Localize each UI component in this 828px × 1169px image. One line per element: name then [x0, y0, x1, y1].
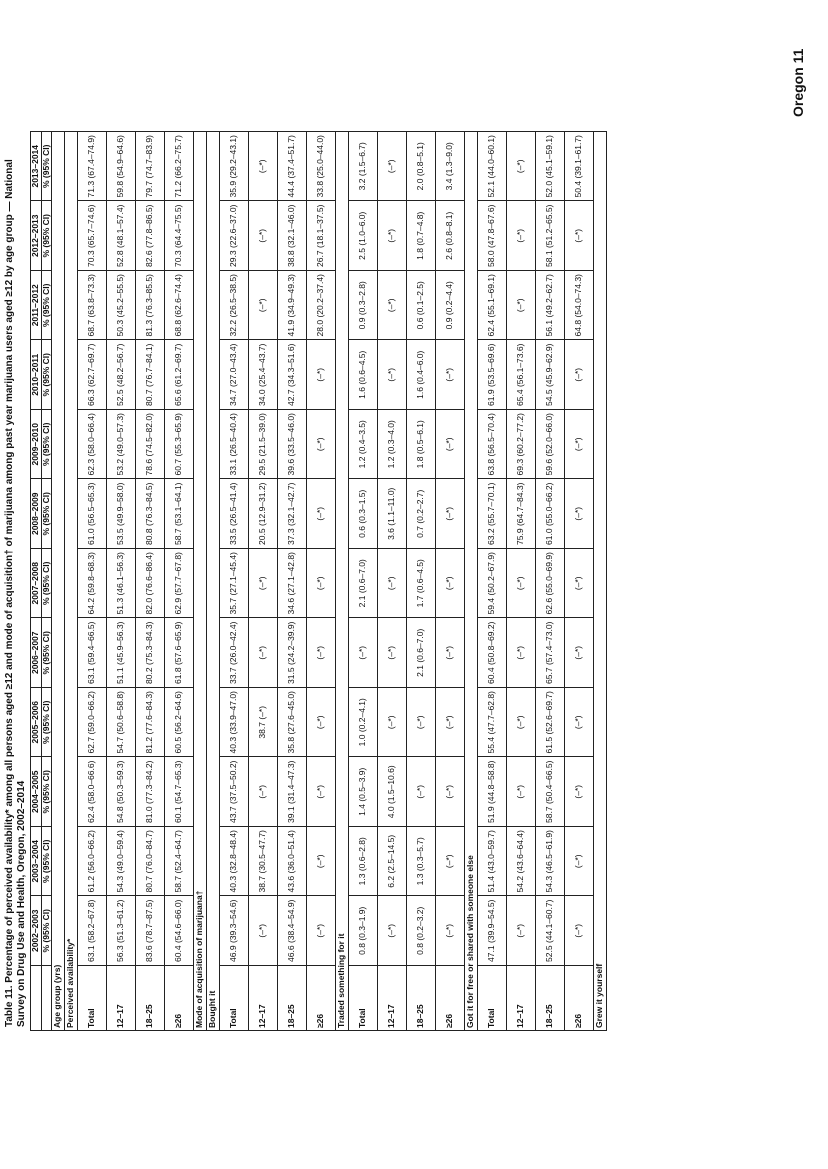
table-row	[220, 132, 249, 1031]
year-header: 2003–2004	[31, 827, 42, 897]
table-cell: 3.2 (1.5–6.7)	[349, 132, 378, 202]
table-cell: 59.4 (50.2–67.9)	[478, 549, 507, 619]
table-cell: (–*)	[507, 618, 536, 688]
table-cell: 52.0 (45.1–59.1)	[536, 132, 565, 202]
table-cell: 1.3 (0.6–2.8)	[349, 827, 378, 897]
table-cell: (–*)	[436, 757, 465, 827]
table-cell: (–*)	[565, 827, 594, 897]
table-cell: 44.4 (37.4–51.7)	[278, 132, 307, 202]
table-cell: 80.2 (75.3–84.3)	[136, 618, 165, 688]
table-cell: (–*)	[565, 201, 594, 271]
table-cell: 81.2 (77.6–84.3)	[136, 688, 165, 758]
table-cell: 71.3 (67.4–74.9)	[78, 132, 107, 202]
table-cell: 35.7 (27.1–45.4)	[220, 549, 249, 619]
table-cell: 62.6 (55.0–69.9)	[536, 549, 565, 619]
table-cell: (–*)	[565, 757, 594, 827]
table-cell: 26.7 (18.1–37.5)	[307, 201, 336, 271]
row-label: 12–17	[378, 966, 407, 1031]
table-cell: 61.8 (57.6–65.9)	[165, 618, 194, 688]
table-cell: 80.7 (76.0–84.7)	[136, 827, 165, 897]
table-cell: (–*)	[378, 132, 407, 202]
table-cell: 54.3 (49.0–59.4)	[107, 827, 136, 897]
table-cell: 35.9 (29.2–43.1)	[220, 132, 249, 202]
table-cell: 51.9 (44.8–58.8)	[478, 757, 507, 827]
table-cell: 64.2 (59.8–68.3)	[78, 549, 107, 619]
table-cell: 29.5 (21.5–39.0)	[249, 410, 278, 480]
year-header: 2013–2014	[31, 132, 42, 202]
table-cell: 2.1 (0.6–7.0)	[349, 549, 378, 619]
table-cell: (–*)	[307, 896, 336, 966]
table-cell: (–*)	[507, 896, 536, 966]
table-cell: 0.7 (0.2–2.7)	[407, 479, 436, 549]
table-cell: 29.3 (22.6–37.0)	[220, 201, 249, 271]
table-cell: (–*)	[565, 896, 594, 966]
table-cell: 0.6 (0.3–1.5)	[349, 479, 378, 549]
table-cell: 58.7 (50.4–66.5)	[536, 757, 565, 827]
table-cell: (–*)	[507, 201, 536, 271]
table-cell: (–*)	[307, 479, 336, 549]
table-cell: 60.4 (50.8–69.2)	[478, 618, 507, 688]
subsection-header	[594, 132, 607, 1031]
row-label: 12–17	[507, 966, 536, 1031]
ci-subheader: % (95% CI)	[41, 688, 52, 758]
row-label: Total	[478, 966, 507, 1031]
table-cell: 38.7 (30.5–47.7)	[249, 827, 278, 897]
table-cell: 0.9 (0.2–4.4)	[436, 271, 465, 341]
table-cell: 80.8 (76.3–84.5)	[136, 479, 165, 549]
table-row	[407, 132, 436, 1031]
table-cell: 40.3 (32.8–48.4)	[220, 827, 249, 897]
subsection-header	[465, 132, 478, 1031]
table-cell: 62.4 (55.1–69.1)	[478, 271, 507, 341]
table-cell: 33.8 (25.0–44.0)	[307, 132, 336, 202]
table-cell: 43.6 (36.0–51.4)	[278, 827, 307, 897]
table-cell: 4.0 (1.5–10.6)	[378, 757, 407, 827]
section-header	[65, 132, 78, 1031]
table-cell: 1.4 (0.5–3.9)	[349, 757, 378, 827]
table-cell: 63.8 (56.5–70.4)	[478, 410, 507, 480]
table-row	[436, 132, 465, 1031]
table-cell: 55.4 (47.7–62.8)	[478, 688, 507, 758]
table-cell: (–*)	[307, 340, 336, 410]
table-cell: 39.6 (33.5–46.0)	[278, 410, 307, 480]
table-cell: 34.6 (27.1–42.8)	[278, 549, 307, 619]
table-cell: (–*)	[565, 618, 594, 688]
table-cell: 52.1 (44.0–60.1)	[478, 132, 507, 202]
row-label: 18–25	[407, 966, 436, 1031]
table-cell: (–*)	[249, 618, 278, 688]
table-cell: 61.5 (52.6–69.7)	[536, 688, 565, 758]
table-cell: 6.2 (2.5–14.5)	[378, 827, 407, 897]
table-cell: 59.8 (54.9–64.6)	[107, 132, 136, 202]
table-cell: (–*)	[378, 271, 407, 341]
year-header: 2012–2013	[31, 201, 42, 271]
row-label: 12–17	[107, 966, 136, 1031]
table-cell: 0.8 (0.2–3.2)	[407, 896, 436, 966]
table-cell: 51.3 (46.1–56.3)	[107, 549, 136, 619]
table-cell: 0.6 (0.1–2.5)	[407, 271, 436, 341]
row-label: Total	[78, 966, 107, 1031]
subsection-header-label: Grew it yourself	[594, 132, 607, 1031]
ci-subheader: % (95% CI)	[41, 271, 52, 341]
table-cell: 1.8 (0.7–4.8)	[407, 201, 436, 271]
table-row	[165, 132, 194, 1031]
table-cell: 58.7 (53.1–64.1)	[165, 479, 194, 549]
header-row	[31, 132, 42, 1031]
table-cell: 41.9 (34.9–49.3)	[278, 271, 307, 341]
table-cell: (–*)	[565, 410, 594, 480]
year-header: 2002–2003	[31, 896, 42, 966]
table-cell: (–*)	[378, 688, 407, 758]
table-cell: 35.8 (27.6–45.0)	[278, 688, 307, 758]
ci-subheader: % (95% CI)	[41, 340, 52, 410]
table-cell: 64.8 (54.0–74.3)	[565, 271, 594, 341]
table-cell: (–*)	[565, 688, 594, 758]
page-footer: Oregon 11	[790, 48, 806, 117]
table-cell: 65.6 (61.2–69.7)	[165, 340, 194, 410]
subsection-header	[336, 132, 349, 1031]
table-row	[507, 132, 536, 1031]
table-cell: 83.6 (78.7–87.5)	[136, 896, 165, 966]
table-row	[136, 132, 165, 1031]
table-cell: (–*)	[249, 201, 278, 271]
ci-subheader: % (95% CI)	[41, 479, 52, 549]
table-cell: 60.5 (56.2–64.6)	[165, 688, 194, 758]
table-cell: 58.1 (51.2–65.5)	[536, 201, 565, 271]
table-cell: 61.9 (53.5–69.6)	[478, 340, 507, 410]
table-cell: (–*)	[507, 132, 536, 202]
header-corner-2	[41, 966, 52, 1031]
table-cell: 50.3 (45.2–55.5)	[107, 271, 136, 341]
table-cell: 59.6 (52.0–66.0)	[536, 410, 565, 480]
table-row	[249, 132, 278, 1031]
table-cell: (–*)	[349, 618, 378, 688]
subsection-header-label: Bought it	[207, 132, 220, 1031]
table-cell: 46.9 (39.3–54.6)	[220, 896, 249, 966]
table-cell: 51.1 (45.9–56.3)	[107, 618, 136, 688]
table-cell: 65.7 (57.4–73.0)	[536, 618, 565, 688]
table-cell: (–*)	[249, 271, 278, 341]
row-label: ≥26	[165, 966, 194, 1031]
table-cell: 56.3 (51.3–61.2)	[107, 896, 136, 966]
row-label: ≥26	[436, 966, 465, 1031]
ci-subheader: % (95% CI)	[41, 132, 52, 202]
table-cell: 2.6 (0.8–8.1)	[436, 201, 465, 271]
table-cell: (–*)	[378, 896, 407, 966]
header-corner	[31, 966, 42, 1031]
table-cell: 1.6 (0.4–6.0)	[407, 340, 436, 410]
table-cell: (–*)	[307, 618, 336, 688]
table-row	[565, 132, 594, 1031]
table-cell: 60.7 (55.3–65.9)	[165, 410, 194, 480]
table-cell: 62.7 (59.0–66.2)	[78, 688, 107, 758]
table-cell: 0.9 (0.3–2.8)	[349, 271, 378, 341]
table-cell: 61.0 (56.5–65.3)	[78, 479, 107, 549]
table-cell: 38.7 (–*)	[249, 688, 278, 758]
table-cell: 80.7 (76.7–84.1)	[136, 340, 165, 410]
table-cell: 63.1 (58.2–67.8)	[78, 896, 107, 966]
data-table	[30, 131, 607, 1031]
table-row	[107, 132, 136, 1031]
table-row	[536, 132, 565, 1031]
table-cell: 54.7 (50.6–58.8)	[107, 688, 136, 758]
table-cell: 62.3 (58.0–66.4)	[78, 410, 107, 480]
table-cell: 31.5 (24.2–39.9)	[278, 618, 307, 688]
ci-subheader: % (95% CI)	[41, 618, 52, 688]
table-cell: 33.1 (26.5–40.4)	[220, 410, 249, 480]
table-cell: 81.0 (77.3–84.2)	[136, 757, 165, 827]
table-cell: (–*)	[436, 549, 465, 619]
table-cell: (–*)	[507, 549, 536, 619]
ci-subheader: % (95% CI)	[41, 757, 52, 827]
ci-subheader: % (95% CI)	[41, 827, 52, 897]
table-cell: 1.6 (0.6–4.5)	[349, 340, 378, 410]
row-label: 12–17	[249, 966, 278, 1031]
table-cell: 1.3 (0.3–5.7)	[407, 827, 436, 897]
table-cell: 3.4 (1.3–9.0)	[436, 132, 465, 202]
table-cell: 70.3 (64.4–75.5)	[165, 201, 194, 271]
table-cell: 33.5 (26.5–41.4)	[220, 479, 249, 549]
table-cell: 32.2 (26.5–38.5)	[220, 271, 249, 341]
table-cell: (–*)	[436, 410, 465, 480]
table-cell: (–*)	[436, 827, 465, 897]
table-cell: 20.5 (12.9–31.2)	[249, 479, 278, 549]
table-title: Table 11. Percentage of perceived availability* among all persons aged ≥12 and mode of acquisition† of marijuana among past year marijuana users aged ≥12 by age group — National Survey on Drug Use and Health, Oregon, 2002–2014	[4, 159, 27, 1027]
table-cell: (–*)	[436, 896, 465, 966]
table-cell: 61.2 (56.0–66.2)	[78, 827, 107, 897]
table-cell: 60.4 (54.6–66.0)	[165, 896, 194, 966]
ci-subheader: % (95% CI)	[41, 896, 52, 966]
table-cell: 40.3 (33.9–47.0)	[220, 688, 249, 758]
table-cell: 34.0 (25.4–43.7)	[249, 340, 278, 410]
table-cell: 54.5 (45.9–62.9)	[536, 340, 565, 410]
table-cell: (–*)	[249, 132, 278, 202]
table-cell: (–*)	[307, 688, 336, 758]
table-cell: 0.8 (0.3–1.9)	[349, 896, 378, 966]
table-cell: 53.2 (49.0–57.3)	[107, 410, 136, 480]
table-cell: (–*)	[378, 201, 407, 271]
year-header: 2010–2011	[31, 340, 42, 410]
table-cell: 70.3 (65.7–74.6)	[78, 201, 107, 271]
table-cell: 3.6 (1.1–11.0)	[378, 479, 407, 549]
subsection-header-label: Traded something for it	[336, 132, 349, 1031]
table-cell: 38.8 (32.1–46.0)	[278, 201, 307, 271]
table-cell: 46.6 (38.4–54.9)	[278, 896, 307, 966]
subsection-header-label: Got it for free or shared with someone else	[465, 132, 478, 1031]
table-cell: 54.3 (46.5–61.9)	[536, 827, 565, 897]
section-header	[194, 132, 207, 1031]
table-cell: (–*)	[436, 688, 465, 758]
table-cell: (–*)	[249, 549, 278, 619]
year-header: 2007–2008	[31, 549, 42, 619]
section-header-label: Mode of acquisition of marijuana†	[194, 132, 207, 1031]
table-cell: 58.7 (52.4–64.7)	[165, 827, 194, 897]
table-cell: 54.2 (43.6–64.4)	[507, 827, 536, 897]
table-cell: (–*)	[565, 549, 594, 619]
table-cell: 2.5 (1.0–6.0)	[349, 201, 378, 271]
table-cell: 63.1 (59.4–66.5)	[78, 618, 107, 688]
table-cell: 56.1 (49.2–62.7)	[536, 271, 565, 341]
table-cell: 52.8 (48.1–57.4)	[107, 201, 136, 271]
table-row	[307, 132, 336, 1031]
table-cell: 52.5 (44.1–60.7)	[536, 896, 565, 966]
table-cell: (–*)	[507, 271, 536, 341]
year-header: 2009–2010	[31, 410, 42, 480]
table-cell: (–*)	[378, 618, 407, 688]
table-row	[378, 132, 407, 1031]
subsection-header	[207, 132, 220, 1031]
table-row	[278, 132, 307, 1031]
table-cell: (–*)	[378, 549, 407, 619]
table-cell: 79.7 (74.7–83.9)	[136, 132, 165, 202]
section-header-label: Perceived availability*	[65, 132, 78, 1031]
table-cell: 43.7 (37.5–50.2)	[220, 757, 249, 827]
table-cell: 1.2 (0.4–3.5)	[349, 410, 378, 480]
table-cell: (–*)	[307, 410, 336, 480]
table-cell: 82.0 (76.6–86.4)	[136, 549, 165, 619]
table-cell: 61.0 (55.0–66.2)	[536, 479, 565, 549]
table-cell: 69.3 (60.2–77.2)	[507, 410, 536, 480]
table-cell: 60.1 (54.7–65.3)	[165, 757, 194, 827]
table-cell: 65.4 (56.1–73.6)	[507, 340, 536, 410]
table-cell: (–*)	[507, 757, 536, 827]
table-row	[78, 132, 107, 1031]
table-cell: 63.2 (55.7–70.1)	[478, 479, 507, 549]
year-header: 2011–2012	[31, 271, 42, 341]
ci-subheader: % (95% CI)	[41, 410, 52, 480]
age-group-row	[52, 132, 65, 1031]
year-header: 2005–2006	[31, 688, 42, 758]
table-cell: (–*)	[436, 479, 465, 549]
table-cell: 58.0 (47.8–67.6)	[478, 201, 507, 271]
table-cell: 51.4 (43.0–59.7)	[478, 827, 507, 897]
table-cell: (–*)	[436, 340, 465, 410]
age-group-label: Age group (yrs)	[52, 132, 65, 1031]
year-header: 2008–2009	[31, 479, 42, 549]
table-cell: 34.7 (27.0–43.4)	[220, 340, 249, 410]
table-cell: 2.1 (0.6–7.0)	[407, 618, 436, 688]
table-cell: 62.4 (58.0–66.6)	[78, 757, 107, 827]
table-cell: (–*)	[307, 757, 336, 827]
table-cell: (–*)	[307, 827, 336, 897]
table-cell: 2.0 (0.8–5.1)	[407, 132, 436, 202]
year-header: 2006–2007	[31, 618, 42, 688]
table-cell: 54.8 (50.3–59.3)	[107, 757, 136, 827]
table-cell: 81.3 (76.3–85.5)	[136, 271, 165, 341]
table-cell: 1.8 (0.5–6.1)	[407, 410, 436, 480]
table-body	[65, 132, 607, 1031]
year-header: 2004–2005	[31, 757, 42, 827]
table-cell: (–*)	[249, 757, 278, 827]
table-cell: (–*)	[407, 757, 436, 827]
table-cell: 50.4 (39.1–61.7)	[565, 132, 594, 202]
table-cell: 53.5 (49.9–58.0)	[107, 479, 136, 549]
table-row	[349, 132, 378, 1031]
subheader-row	[41, 132, 52, 1031]
table-cell: (–*)	[249, 896, 278, 966]
table-cell: (–*)	[507, 688, 536, 758]
row-label: Total	[349, 966, 378, 1031]
ci-subheader: % (95% CI)	[41, 549, 52, 619]
table-cell: 52.5 (48.2–56.7)	[107, 340, 136, 410]
table-cell: 75.9 (64.7–84.3)	[507, 479, 536, 549]
table-cell: (–*)	[378, 340, 407, 410]
row-label: 18–25	[136, 966, 165, 1031]
table-cell: 33.7 (26.0–42.4)	[220, 618, 249, 688]
table-cell: 42.7 (34.3–51.6)	[278, 340, 307, 410]
table-cell: 82.6 (77.8–86.5)	[136, 201, 165, 271]
table-cell: 62.9 (57.7–67.8)	[165, 549, 194, 619]
row-label: 18–25	[278, 966, 307, 1031]
table-cell: 39.1 (31.4–47.3)	[278, 757, 307, 827]
table-cell: 66.3 (62.7–69.7)	[78, 340, 107, 410]
row-label: ≥26	[307, 966, 336, 1031]
table-cell: 68.8 (62.6–74.4)	[165, 271, 194, 341]
table-cell: 28.0 (20.2–37.4)	[307, 271, 336, 341]
table-cell: (–*)	[565, 340, 594, 410]
table-row	[478, 132, 507, 1031]
table-cell: (–*)	[307, 549, 336, 619]
table-cell: 71.2 (66.2–75.7)	[165, 132, 194, 202]
table-cell: 1.7 (0.6–4.5)	[407, 549, 436, 619]
table-cell: 47.1 (39.9–54.5)	[478, 896, 507, 966]
row-label: Total	[220, 966, 249, 1031]
ci-subheader: % (95% CI)	[41, 201, 52, 271]
table-cell: 68.7 (63.8–73.3)	[78, 271, 107, 341]
row-label: ≥26	[565, 966, 594, 1031]
table-cell: 37.3 (32.1–42.7)	[278, 479, 307, 549]
table-cell: (–*)	[436, 618, 465, 688]
table-cell: 1.0 (0.2–4.1)	[349, 688, 378, 758]
row-label: 18–25	[536, 966, 565, 1031]
table-cell: 78.6 (74.5–82.0)	[136, 410, 165, 480]
table-cell: 1.2 (0.3–4.0)	[378, 410, 407, 480]
table-cell: (–*)	[407, 688, 436, 758]
table-cell: (–*)	[565, 479, 594, 549]
